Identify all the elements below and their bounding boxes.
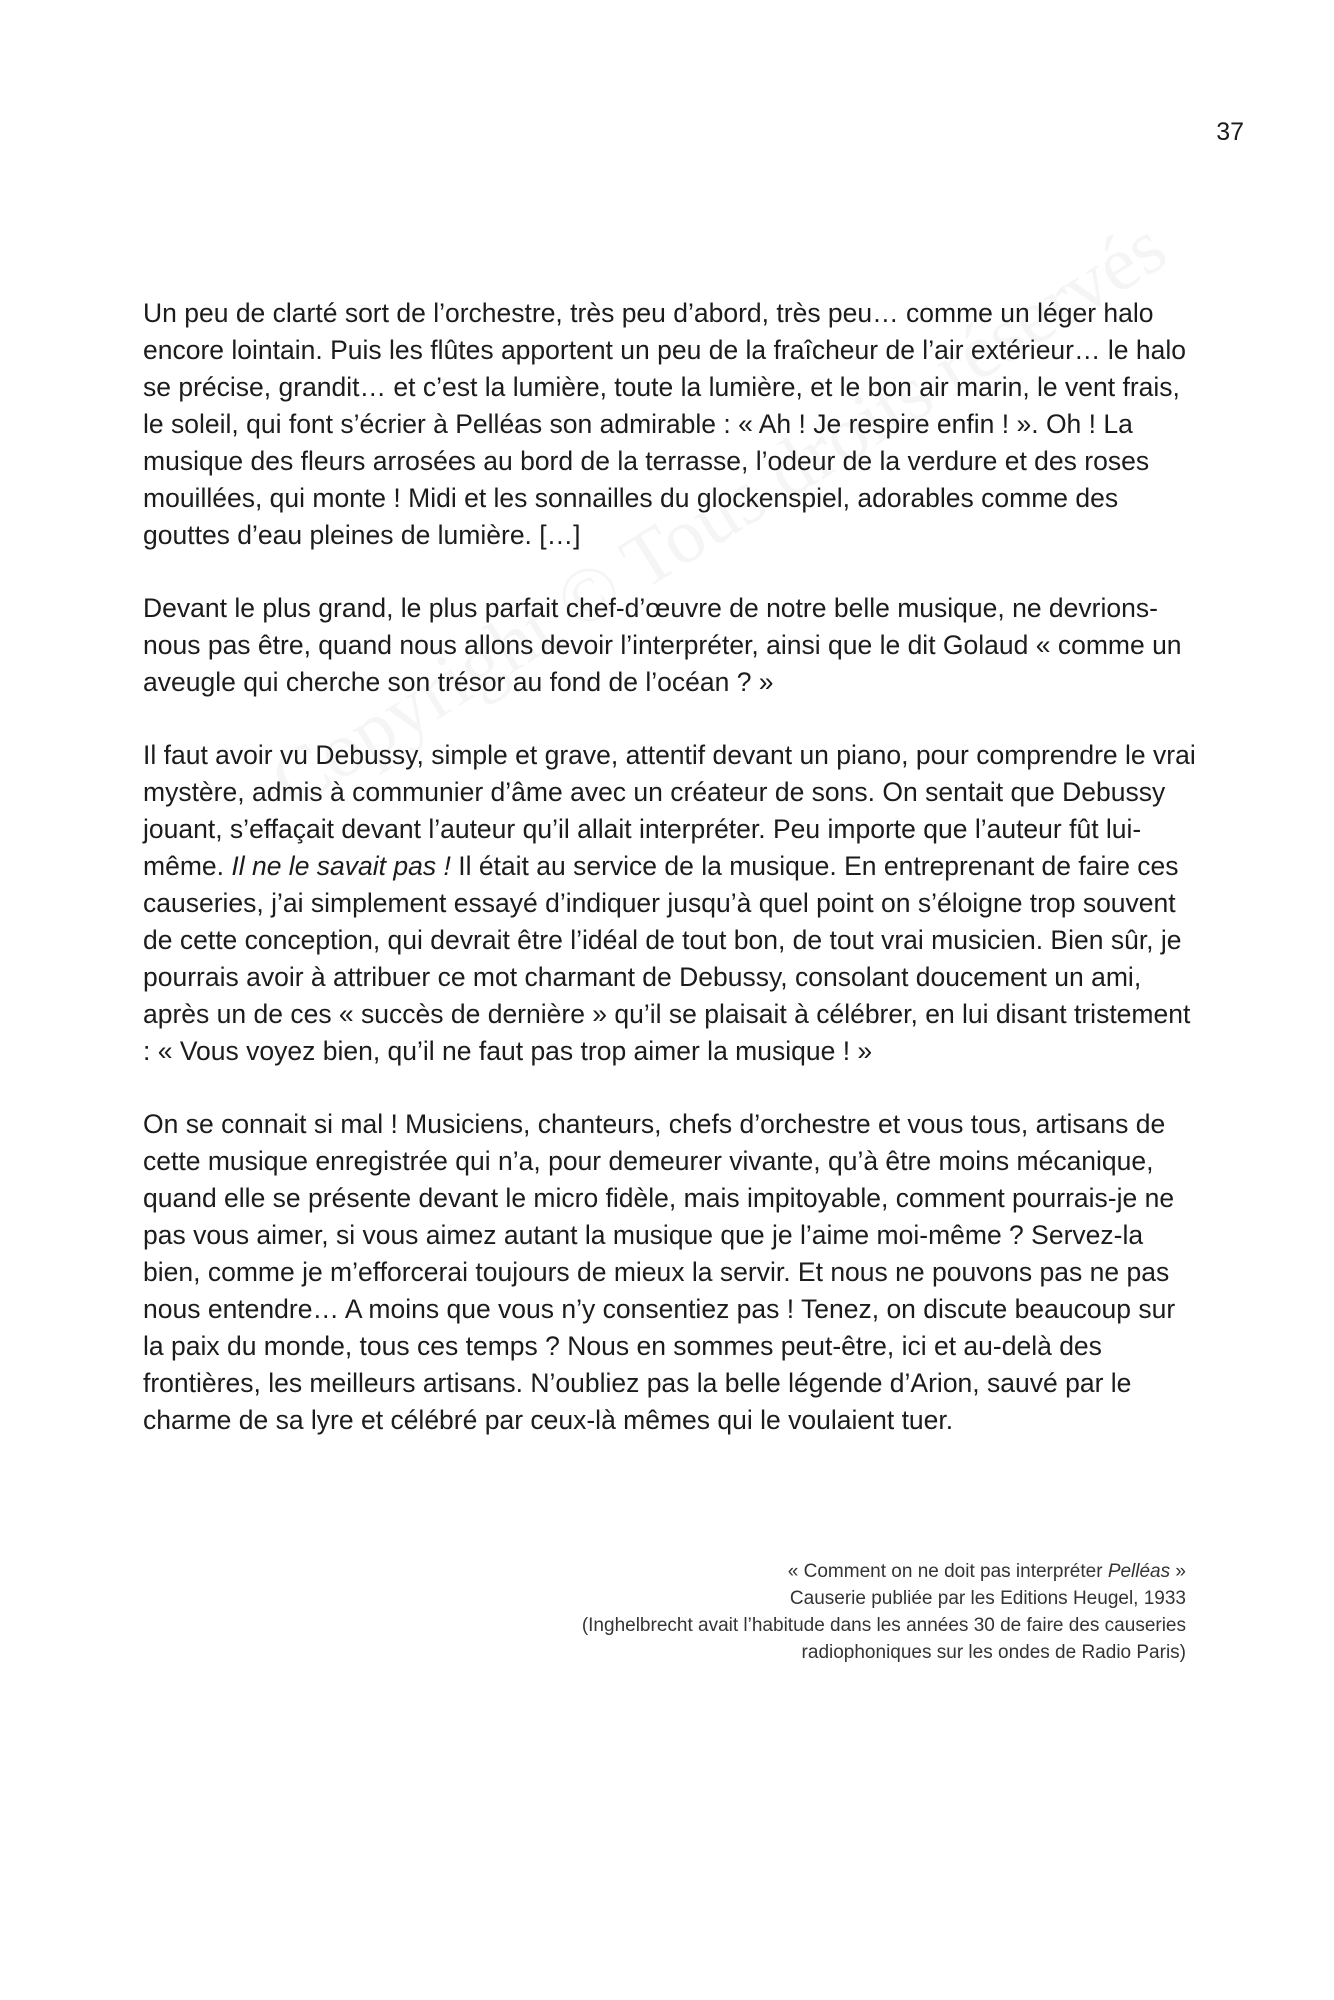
- attribution-publisher: Causerie publiée par les Editions Heugel, 1933: [789, 1588, 1186, 1609]
- text-run: Un peu de clarté sort de l’orchestre, très peu d’abord, très peu… comme un léger halo encore lointain. Puis les flûtes apportent un peu de la fraîcheur de l’air extérieur… le halo se précise, grandit… et c’est la lumière, toute la lumière, et le bon air marin, le vent frais, le soleil, qui font s’écrier à Pelléas son admirable : « Ah ! Je respire enfin ! ». Oh ! La musique des fleurs arrosées au bord de la terrasse, l’odeur de la verdure et des roses mouillées, qui monte ! Midi et les sonnailles du glockenspiel, adorables comme des gouttes d’eau pleines de lumière. […]: [143, 298, 1186, 550]
- text-run: Devant le plus grand, le plus parfait chef-d’œuvre de notre belle musique, ne devrions-nous pas être, quand nous allons devoir l’interpréter, ainsi que le dit Golaud « comme un aveugle qui cherche son trésor au fond de l’océan ? »: [143, 593, 1182, 697]
- paragraph: [143, 1106, 1203, 1439]
- body-text: [143, 295, 1203, 1475]
- attribution-note-line-1: (Inghelbrecht avait l’habitude dans les années 30 de faire des causeries: [581, 1615, 1186, 1636]
- page-number: 37: [1216, 118, 1244, 146]
- paragraph: [143, 295, 1203, 554]
- text-run: Il faut avoir vu Debussy, simple et grave, attentif devant un piano, pour comprendre le vrai mystère, admis à communier d’âme avec un créateur de sons. On sentait que Debussy jouant, s’effaçait devant l’auteur qu’il allait interpréter. Peu importe que l’auteur fût lui-même.: [143, 740, 1196, 881]
- paragraph: [143, 737, 1203, 1070]
- attribution-note-line-2: radiophoniques sur les ondes de Radio Paris): [801, 1642, 1186, 1663]
- paragraph: [143, 590, 1203, 701]
- text-run: On se connait si mal ! Musiciens, chanteurs, chefs d’orchestre et vous tous, artisans de cette musique enregistrée qui n’a, pour demeurer vivante, qu’à être moins mécanique, quand elle se présente devant le micro fidèle, mais impitoyable, comment pourrais-je ne pas vous aimer, si vous aimez autant la musique que je l’aime moi-même ? Servez-la bien, comme je m’efforcerai toujours de mieux la servir. Et nous ne pouvons pas ne pas nous entendre… A moins que vous n’y consentiez pas ! Tenez, on discute beaucoup sur la paix du monde, tous ces temps ? Nous en sommes peut-être, ici et au-delà des frontières, les meilleurs artisans. N’oubliez pas la belle légende d’Arion, sauvé par le charme de sa lyre et célébré par ceux-là mêmes qui le voulaient tuer.: [143, 1109, 1176, 1435]
- italic-run: Il ne le savait pas !: [231, 851, 451, 881]
- source-attribution: [582, 1558, 1186, 1666]
- attribution-title: « Comment on ne doit pas interpréter Pelléas »: [787, 1561, 1186, 1582]
- text-run: Il était au service de la musique. En entreprenant de faire ces causeries, j’ai simplement essayé d’indiquer jusqu’à quel point on s’éloigne trop souvent de cette conception, qui devrait être l’idéal de tout bon, de tout vrai musicien. Bien sûr, je pourrais avoir à attribuer ce mot charmant de Debussy, consolant doucement un ami, après un de ces « succès de dernière » qu’il se plaisait à célébrer, en lui disant tristement : « Vous voyez bien, qu’il ne faut pas trop aimer la musique ! »: [143, 851, 1191, 1066]
